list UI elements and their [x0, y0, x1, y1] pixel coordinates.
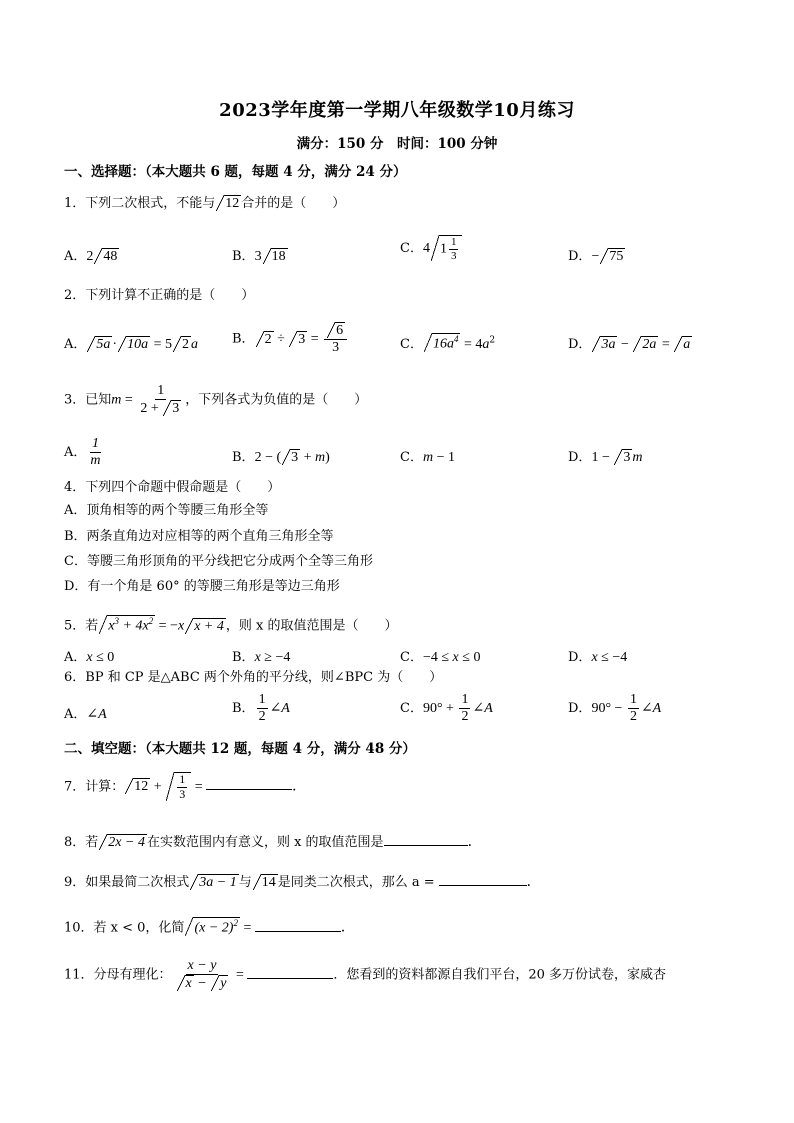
question-9: 9．如果最简二次根式 3a − 1 与 14 是同类二次根式，那么 a = ．	[64, 875, 541, 890]
page-title: 2023学年度第一学期八年级数学10月练习	[219, 100, 575, 121]
q5-option-a: A．x ≤ 0	[64, 650, 115, 665]
q3-option-b: B．2 − ( 3 + m)	[232, 450, 330, 465]
q1-option-b: B．3 18	[232, 249, 286, 264]
q4-option-b: B．两条直角边对应相等的两个直角三角形全等	[64, 529, 334, 544]
q3-option-c: C．m − 1	[400, 450, 455, 465]
question-6: 6．BP 和 CP 是△ABC 两个外角的平分线，则∠BPC 为（ ）	[64, 670, 443, 685]
q5-option-c: C．−4 ≤ x ≤ 0	[400, 650, 481, 665]
q5-option-d: D．x ≤ −4	[568, 650, 628, 665]
q3-option-a: A． $\frac{1}{m}$	[64, 436, 101, 469]
section-choice-heading: 一、选择题：（本大题共 6 题，每题 4 分，满分 24 分）	[64, 164, 407, 180]
page-subtitle: 满分：150 分 时间：100 分钟	[296, 136, 498, 152]
question-7: 7．计算： 12 + $\frac{1}{3}$ = ．	[64, 772, 307, 801]
q6-option-d: D．90° − $\frac{1}{2}$ ∠A	[568, 692, 662, 725]
q6-option-a: A．∠A	[64, 707, 107, 722]
q4-option-a: A．顶角相等的两个等腰三角形全等	[64, 503, 269, 518]
q6-option-c: C．90° + $\frac{1}{2}$ ∠A	[400, 692, 493, 725]
question-5: 5．若 $x^3 + 4x^2 = -x$ x + 4 ，则 x 的取值范围是（ ）	[64, 616, 398, 634]
q2-option-c: C． $16a^4 = 4a^2$	[400, 334, 496, 352]
q3-option-d: D．1 − 3 m	[568, 450, 643, 465]
q2-option-a: A． 5a · 10a = 5 2 a	[64, 337, 198, 352]
q1-option-c: C．4 1 $\frac{1}{3}$	[400, 235, 462, 262]
question-10: 10．若 x < 0，化简 $(x - 2)^2$ = ．	[64, 918, 355, 936]
question-1: 1．下列二次根式，不能与 12 合并的是（ ）	[64, 196, 346, 211]
question-11: 11．分母有理化： $\frac{x - y}{x - y}$ = ．您看到的资料都源自我们平台，20 多万份试卷，家威杏	[64, 958, 667, 992]
q4-option-c: C．等腰三角形顶角的平分线把它分成两个全等三角形	[64, 554, 373, 569]
q2-option-b: B． 2 ÷ 3 = $\frac{6}{3}$	[232, 322, 349, 356]
question-4: 4．下列四个命题中假命题是（ ）	[64, 480, 281, 495]
question-2: 2．下列计算不正确的是（ ）	[64, 288, 255, 303]
section-fill-heading: 二、填空题：（本大题共 12 题，每题 4 分，满分 48 分）	[64, 741, 416, 757]
q6-option-b: B． $\frac{1}{2}$ ∠A	[232, 692, 290, 725]
question-3: 3．已知m = $\frac{1}{2 + 3}$ ，下列各式为负值的是（ ）	[64, 383, 368, 417]
q2-option-d: D． 3a − 2a = a	[568, 337, 691, 352]
q1-option-d: D．− 75	[568, 249, 624, 264]
q1-option-a: A．2 48	[64, 249, 118, 264]
q4-option-d: D．有一个角是 60° 的等腰三角形是等边三角形	[64, 579, 340, 594]
question-8: 8．若 2x − 4 在实数范围内有意义，则 x 的取值范围是 ．	[64, 835, 482, 850]
q5-option-b: B．x ≥ −4	[232, 650, 291, 665]
